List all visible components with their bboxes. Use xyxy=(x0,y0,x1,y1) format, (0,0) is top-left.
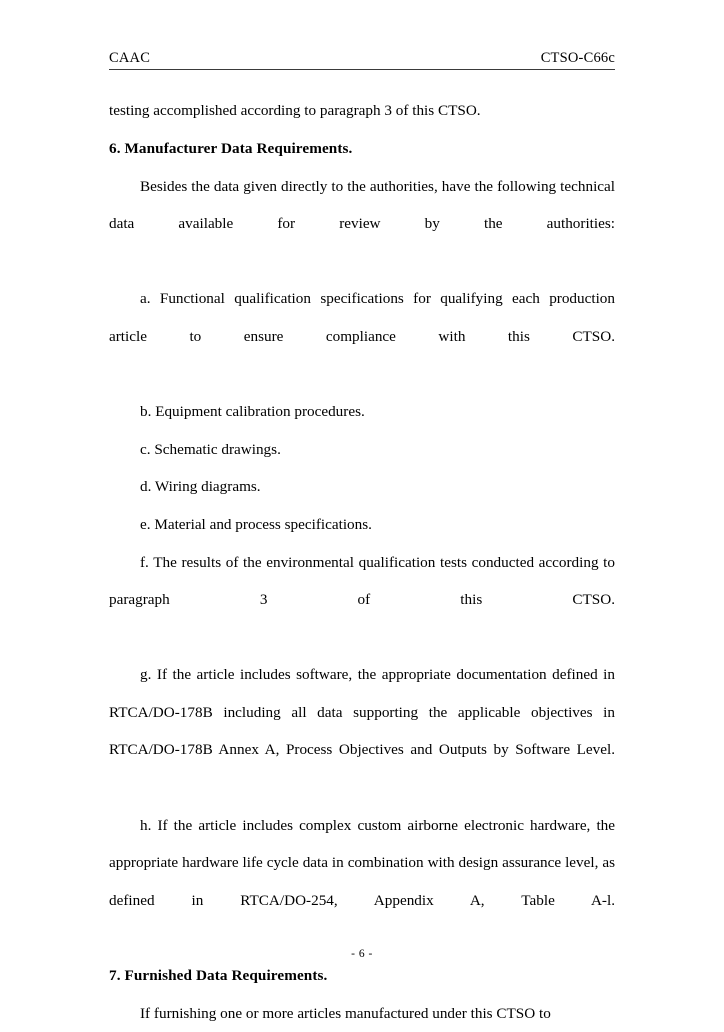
list-item-g: g. If the article includes software, the appropriate documentation defined in RTCA/DO-178B including all data supporting the applicable objectives in RTCA/DO-178B Annex A, Process Objectives and Outputs by Software Level. xyxy=(109,666,615,759)
page-number: - 6 - xyxy=(351,948,373,960)
running-header xyxy=(109,50,615,67)
list-item-b: b. Equipment calibration procedures. xyxy=(140,403,365,421)
section-6-intro: Besides the data given directly to the authorities, have the following technical data available for review by the authorities: xyxy=(109,177,615,233)
section-6-heading: 6. Manufacturer Data Requirements. xyxy=(109,139,353,157)
section-7-intro: If furnishing one or more articles manufactured under this CTSO to xyxy=(140,1004,551,1022)
page-content xyxy=(109,50,615,1032)
list-item-d: d. Wiring diagrams. xyxy=(140,478,261,496)
section-7-heading: 7. Furnished Data Requirements. xyxy=(109,967,328,985)
list-item-e: e. Material and process specifications. xyxy=(140,515,372,533)
document-body xyxy=(109,92,615,1032)
header-document-number: CTSO-C66c xyxy=(540,50,615,66)
list-item-h: h. If the article includes complex custom airborne electronic hardware, the appropriate hardware life cycle data in combination with design assurance level, as defined in RTCA/DO-254, Appendix A, Table A-l. xyxy=(109,816,615,909)
list-item-c: c. Schematic drawings. xyxy=(140,440,281,458)
list-item-f: f. The results of the environmental qualification tests conducted according to paragraph 3 of this CTSO. xyxy=(109,553,615,609)
header-divider xyxy=(109,69,615,70)
page-footer xyxy=(0,948,724,960)
header-organization: CAAC xyxy=(109,50,151,66)
list-item-a: a. Functional qualification specifications for qualifying each production article to ensure compliance with this CTSO. xyxy=(109,290,615,345)
continuation-paragraph: testing accomplished according to paragraph 3 of this CTSO. xyxy=(109,102,481,120)
